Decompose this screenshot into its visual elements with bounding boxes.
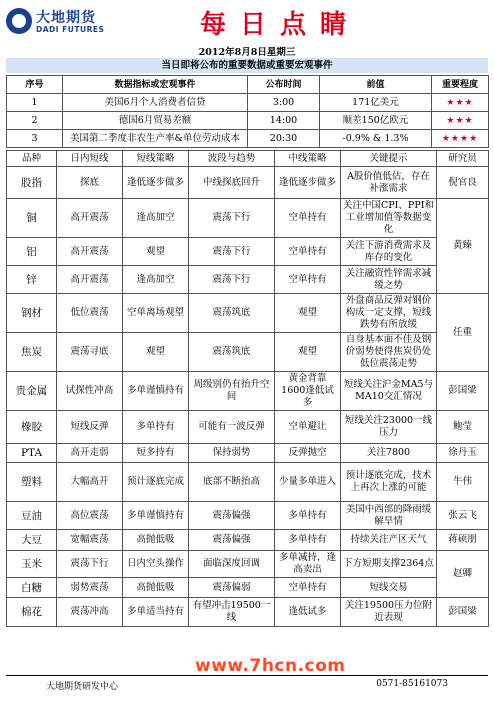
short-strategy: 空单离场观望 bbox=[123, 294, 189, 333]
events-col-prev: 前值 bbox=[320, 76, 432, 94]
table-row bbox=[7, 598, 489, 627]
intraday-view: 大幅高开 bbox=[57, 463, 123, 502]
key-tip: 关注19500压力位附近表现 bbox=[341, 598, 437, 627]
footer-org: 大地期货研发中心 bbox=[46, 682, 119, 692]
short-strategy: 逢高加空 bbox=[123, 266, 189, 294]
intraday-view: 低位震荡 bbox=[57, 294, 123, 333]
table-row bbox=[7, 333, 489, 372]
short-strategy: 逢高加空 bbox=[123, 199, 189, 238]
event-name: 美国第二季度非农生产率&单位劳动成本 bbox=[63, 130, 248, 148]
mid-strategy: 多单减持，逢高卖出 bbox=[275, 551, 341, 578]
analyst-name: 倪官良 bbox=[437, 167, 489, 199]
header bbox=[0, 0, 494, 44]
event-name: 德国6月贸易差额 bbox=[63, 112, 248, 130]
key-tip: 持续关注产区天气 bbox=[341, 530, 437, 551]
intraday-view: 试探性冲高 bbox=[57, 372, 123, 411]
col-intraday: 日内短线 bbox=[57, 151, 123, 167]
short-strategy: 观望 bbox=[123, 333, 189, 372]
trend-view: 震荡下行 bbox=[189, 266, 275, 294]
intraday-view: 高开震荡 bbox=[57, 266, 123, 294]
event-name: 美国6月个人消费者信贷 bbox=[63, 94, 248, 112]
key-tip: 关注中国CPI、PPI和工业增加值等数据变化 bbox=[341, 199, 437, 238]
event-no: 2 bbox=[7, 112, 63, 130]
col-mid-strategy: 中线策略 bbox=[275, 151, 341, 167]
mid-strategy: 逢低试多 bbox=[275, 598, 341, 627]
analyst-name: 牛伟 bbox=[437, 463, 489, 502]
table-row bbox=[7, 551, 489, 578]
mid-strategy: 空单持有 bbox=[275, 578, 341, 598]
short-strategy: 多单谨慎持有 bbox=[123, 372, 189, 411]
table-row bbox=[7, 167, 489, 199]
strategy-table bbox=[6, 150, 489, 627]
table-row bbox=[7, 294, 489, 333]
table-row bbox=[7, 578, 489, 598]
event-row bbox=[7, 130, 489, 148]
analyst-name: 任重 bbox=[437, 294, 489, 372]
event-row bbox=[7, 94, 489, 112]
analyst-name: 彭国梁 bbox=[437, 372, 489, 411]
commodity-name: 玉米 bbox=[7, 551, 57, 578]
key-tip: 短线关注沪金MA5与MA10交汇情况 bbox=[341, 372, 437, 411]
intraday-view: 震荡寻底 bbox=[57, 333, 123, 372]
report-title: 每日点睛 bbox=[199, 10, 360, 40]
table-row bbox=[7, 530, 489, 551]
commodity-name: 焦炭 bbox=[7, 333, 57, 372]
trend-view: 震荡偏强 bbox=[189, 502, 275, 530]
logo-en-text: DADI FUTURES bbox=[36, 25, 105, 34]
analyst-name: 徐丹玉 bbox=[437, 444, 489, 463]
short-strategy: 日内空头操作 bbox=[123, 551, 189, 578]
short-strategy: 短多持有 bbox=[123, 444, 189, 463]
key-tip: 短线交易 bbox=[341, 578, 437, 598]
table-row bbox=[7, 238, 489, 266]
key-tip: 短线关注23000一线压力 bbox=[341, 411, 437, 444]
trend-view: 震荡偏强 bbox=[189, 530, 275, 551]
events-col-time: 公布时间 bbox=[248, 76, 320, 94]
short-strategy: 多单谨慎持有 bbox=[123, 502, 189, 530]
commodity-name: 铜 bbox=[7, 199, 57, 238]
mid-strategy: 黄金背靠1600逢低试多 bbox=[275, 372, 341, 411]
mid-strategy: 空单持有 bbox=[275, 238, 341, 266]
key-tip: 预计逐底完成，技术上再次上涨的可能 bbox=[341, 463, 437, 502]
events-header-row bbox=[7, 76, 489, 94]
intraday-view: 震荡冲高 bbox=[57, 598, 123, 627]
mid-strategy: 空单持有 bbox=[275, 266, 341, 294]
key-tip: 外盘商品反弹对钢价构成一定支撑，短线跌势有所放缓 bbox=[341, 294, 437, 333]
logo-cn-text: 大地期货 bbox=[36, 10, 96, 26]
table-row bbox=[7, 463, 489, 502]
trend-view: 震荡下行 bbox=[189, 238, 275, 266]
events-col-no: 序号 bbox=[7, 76, 63, 94]
strategy-header-row bbox=[7, 151, 489, 167]
analyst-name: 赵卿 bbox=[437, 551, 489, 598]
commodity-name: 橡胶 bbox=[7, 411, 57, 444]
event-prev: 顺差150亿欧元 bbox=[320, 112, 432, 130]
event-row bbox=[7, 112, 489, 130]
commodity-name: 塑料 bbox=[7, 463, 57, 502]
mid-strategy: 多单持有 bbox=[275, 530, 341, 551]
mid-strategy: 逢低逐步做多 bbox=[275, 167, 341, 199]
table-row bbox=[7, 372, 489, 411]
mid-strategy: 反弹抛空 bbox=[275, 444, 341, 463]
events-table bbox=[6, 75, 489, 148]
events-col-importance: 重要程度 bbox=[432, 76, 489, 94]
trend-view: 有望冲击19500一线 bbox=[189, 598, 275, 627]
intraday-view: 探底 bbox=[57, 167, 123, 199]
watermark-text: www.7hcn.com bbox=[195, 656, 346, 676]
company-logo bbox=[6, 6, 116, 40]
short-strategy: 多单适当持有 bbox=[123, 598, 189, 627]
intraday-view: 宽幅震荡 bbox=[57, 530, 123, 551]
col-commodity: 品种 bbox=[7, 151, 57, 167]
analyst-name: 蒋硕朋 bbox=[437, 530, 489, 551]
commodity-name: 钢材 bbox=[7, 294, 57, 333]
col-analyst: 研究员 bbox=[437, 151, 489, 167]
table-row bbox=[7, 502, 489, 530]
table-row bbox=[7, 444, 489, 463]
event-no: 3 bbox=[7, 130, 63, 148]
mid-strategy: 空单持有 bbox=[275, 199, 341, 238]
intraday-view: 高开走弱 bbox=[57, 444, 123, 463]
trend-view: 中线探底回升 bbox=[189, 167, 275, 199]
trend-view: 震荡偏弱 bbox=[189, 578, 275, 598]
importance-stars: ★★★ bbox=[432, 112, 489, 130]
analyst-name: 黄臻 bbox=[437, 199, 489, 294]
analyst-name: 彭国梁 bbox=[437, 598, 489, 627]
key-tip: 关注融资性锌需求减缓之势 bbox=[341, 266, 437, 294]
commodity-name: PTA bbox=[7, 444, 57, 463]
analyst-name: 张云飞 bbox=[437, 502, 489, 530]
event-time: 14:00 bbox=[248, 112, 320, 130]
commodity-name: 锌 bbox=[7, 266, 57, 294]
event-time: 20:30 bbox=[248, 130, 320, 148]
trend-view: 震荡筑底 bbox=[189, 333, 275, 372]
commodity-name: 棉花 bbox=[7, 598, 57, 627]
short-strategy: 高抛低吸 bbox=[123, 578, 189, 598]
key-tip: 美国中西部的降雨缓解旱情 bbox=[341, 502, 437, 530]
trend-view: 可能有一波反弹 bbox=[189, 411, 275, 444]
table-row bbox=[7, 266, 489, 294]
col-key-tip: 关键提示 bbox=[341, 151, 437, 167]
mid-strategy: 空单避让 bbox=[275, 411, 341, 444]
footer-phone: 0571-85161073 bbox=[376, 679, 448, 689]
importance-stars: ★★★★ bbox=[432, 130, 489, 148]
intraday-view: 震荡下行 bbox=[57, 551, 123, 578]
mid-strategy: 多单持有 bbox=[275, 502, 341, 530]
intraday-view: 高开震荡 bbox=[57, 199, 123, 238]
mid-strategy: 观望 bbox=[275, 333, 341, 372]
trend-view: 震荡下行 bbox=[189, 199, 275, 238]
intraday-view: 弱势震荡 bbox=[57, 578, 123, 598]
key-tip: 下方短期支撑2364点 bbox=[341, 551, 437, 578]
commodity-name: 白糖 bbox=[7, 578, 57, 598]
key-tip: 关注下游消费需求及库存的变化 bbox=[341, 238, 437, 266]
table-row bbox=[7, 199, 489, 238]
short-strategy: 高抛低吸 bbox=[123, 530, 189, 551]
short-strategy: 多单持有 bbox=[123, 411, 189, 444]
logo-mark-icon bbox=[6, 8, 32, 34]
mid-strategy: 观望 bbox=[275, 294, 341, 333]
col-trend: 波段与趋势 bbox=[189, 151, 275, 167]
trend-view: 保持弱势 bbox=[189, 444, 275, 463]
table-row bbox=[7, 411, 489, 444]
trend-view: 震荡筑底 bbox=[189, 294, 275, 333]
intraday-view: 短线反弹 bbox=[57, 411, 123, 444]
event-prev: 171亿美元 bbox=[320, 94, 432, 112]
key-tip: A股价值低估，存在补涨需求 bbox=[341, 167, 437, 199]
short-strategy: 逢低逐步做多 bbox=[123, 167, 189, 199]
intraday-view: 高位震荡 bbox=[57, 502, 123, 530]
trend-view: 面临深度回调 bbox=[189, 551, 275, 578]
event-no: 1 bbox=[7, 94, 63, 112]
key-tip: 关注7800 bbox=[341, 444, 437, 463]
intraday-view: 高开震荡 bbox=[57, 238, 123, 266]
key-tip: 自身基本面不佳及钢价弱势使得焦炭仍处低位震荡走势 bbox=[341, 333, 437, 372]
analyst-name: 鲍莹 bbox=[437, 411, 489, 444]
mid-strategy: 少量多单进入 bbox=[275, 463, 341, 502]
importance-stars: ★★★ bbox=[432, 94, 489, 112]
trend-view: 周级别仍有抬升空间 bbox=[189, 372, 275, 411]
commodity-name: 大豆 bbox=[7, 530, 57, 551]
commodity-name: 豆油 bbox=[7, 502, 57, 530]
commodity-name: 股指 bbox=[7, 167, 57, 199]
commodity-name: 贵金属 bbox=[7, 372, 57, 411]
short-strategy: 预计逐底完成 bbox=[123, 463, 189, 502]
col-short-strategy: 短线策略 bbox=[123, 151, 189, 167]
trend-view: 底部不断抬高 bbox=[189, 463, 275, 502]
event-prev: -0.9% & 1.3% bbox=[320, 130, 432, 148]
commodity-name: 铝 bbox=[7, 238, 57, 266]
short-strategy: 观望 bbox=[123, 238, 189, 266]
event-time: 3:00 bbox=[248, 94, 320, 112]
events-col-event: 数据指标或宏观事件 bbox=[63, 76, 248, 94]
events-section-title: 当日即将公布的重要数据或重要宏观事件 bbox=[6, 58, 488, 73]
footer bbox=[6, 675, 488, 692]
report-date: 2012年8月8日星期三 bbox=[198, 47, 296, 58]
